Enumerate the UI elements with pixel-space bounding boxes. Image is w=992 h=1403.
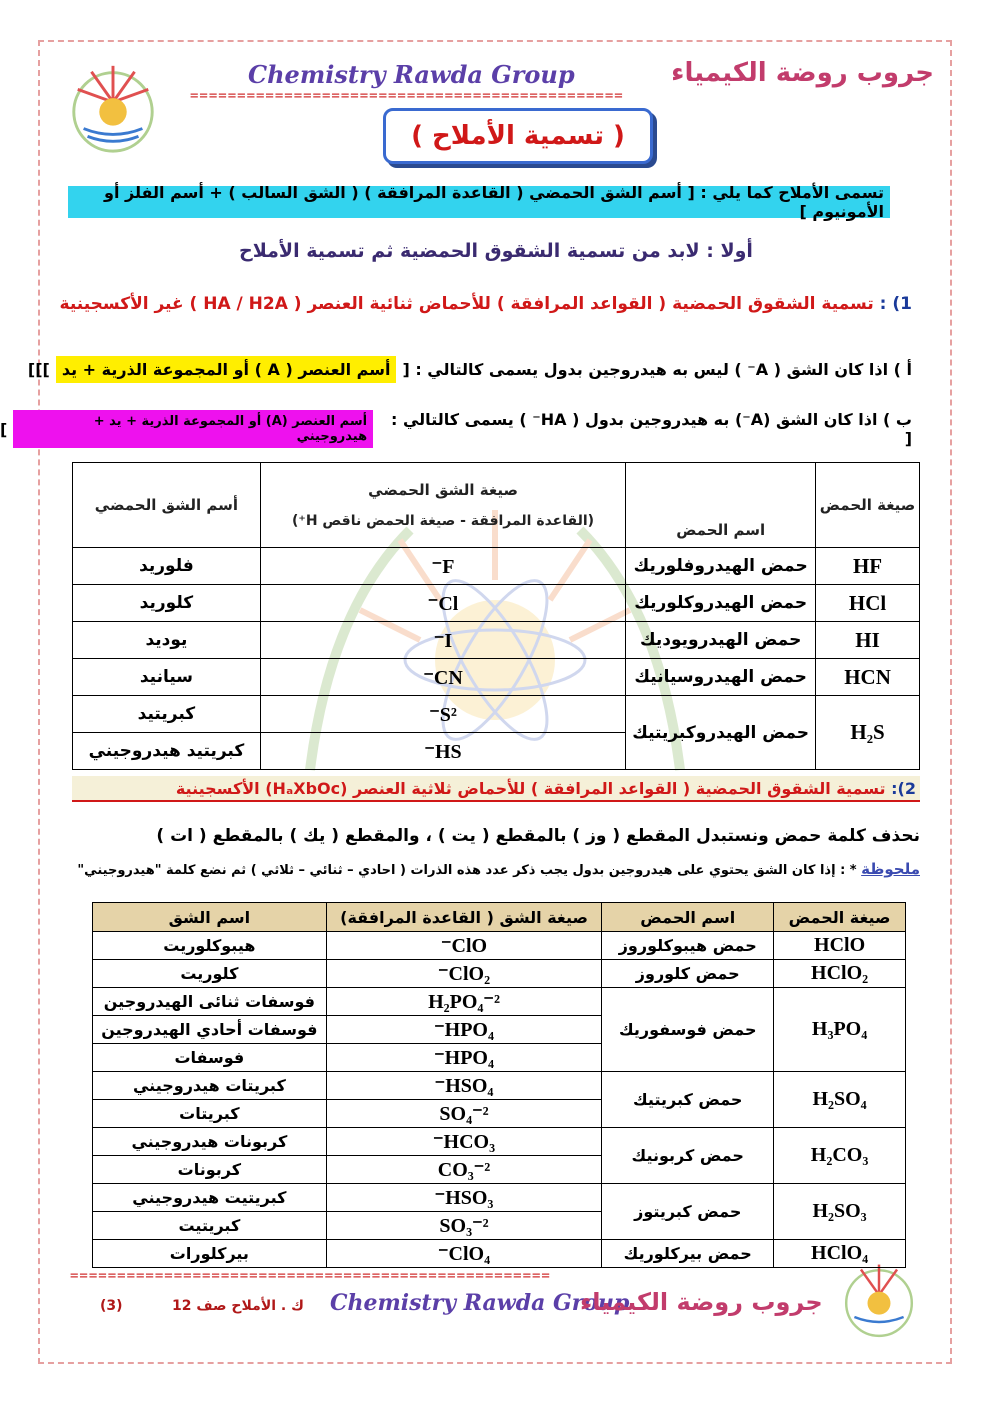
acid-formula: H₂SO₃: [774, 1184, 906, 1240]
acid-name: حمض هيبوكلوروز: [602, 932, 774, 960]
rule-b-text: ب ) اذا كان الشق (A⁻) به هيدروجين بدول ( HA⁻ ) يسمى كالتالي : [: [391, 410, 912, 448]
table-row: [93, 960, 906, 988]
rule-a-highlight: أسم العنصر ( A ) أو المجموعة الذرية + يد: [56, 356, 397, 383]
ion-name: هيبوكلوريت: [93, 932, 327, 960]
col-ion-name: اسم الشق: [93, 903, 327, 932]
acid-formula: HCl: [816, 585, 920, 622]
rule-a-text: أ ) اذا كان الشق ( A⁻ ) ليس به هيدروجين بدول يسمى كالتالي : [: [402, 360, 912, 379]
ion-formula: S²⁻: [260, 696, 625, 733]
oxyacids-table: [92, 902, 906, 1268]
ion-formula: HSO₄⁻: [326, 1072, 602, 1100]
ion-formula: ClO₂⁻: [326, 960, 602, 988]
col-ion-formula: صيغة الشق ( القاعدة المرافقة): [326, 903, 602, 932]
note-label: ملحوظة: [861, 860, 920, 878]
ion-formula: HPO₄⁻: [326, 1016, 602, 1044]
ion-formula: HS⁻: [260, 733, 625, 770]
header-group-latin: Chemistry Rawda Group: [248, 60, 575, 89]
table-row: [93, 1128, 906, 1156]
ion-formula: HCO₃⁻: [326, 1128, 602, 1156]
ion-formula: HSO₃⁻: [326, 1184, 602, 1212]
ion-formula: F⁻: [260, 548, 625, 585]
acid-name: حمض الهيدرويوديك: [626, 622, 816, 659]
ion-name: يوديد: [73, 622, 261, 659]
ion-formula: H₂PO₄⁻²: [326, 988, 602, 1016]
acid-formula: HI: [816, 622, 920, 659]
col-ion-formula-line2: (القاعدة المرافقة - صيغة الحمض ناقص H⁺): [292, 513, 595, 529]
acid-name: حمض كلوروز: [602, 960, 774, 988]
table-header-row: [73, 463, 920, 548]
acid-formula: HClO: [774, 932, 906, 960]
ion-formula: I⁻: [260, 622, 625, 659]
acid-name: حمض بيركلوريك: [602, 1240, 774, 1268]
group-logo: [64, 58, 162, 156]
table-row: [73, 696, 920, 733]
header-group-arabic: جروب روضة الكيمياء: [671, 58, 934, 88]
ion-formula: ClO⁻: [326, 932, 602, 960]
section1-number: 1) :: [879, 294, 912, 314]
rule-b: [0, 410, 912, 448]
acid-name: حمض كبريتيك: [602, 1072, 774, 1128]
acid-formula: HCN: [816, 659, 920, 696]
intro-text: تسمى الأملاح كما يلي : [ أسم الشق الحمضي ( القاعدة المرافقة ) ( الشق السالب ) + أسم الفلز أو الأمونيوم ]: [104, 183, 884, 221]
acid-name: حمض كربونيك: [602, 1128, 774, 1184]
col-ion-formula-line1: صيغة الشق الحمضي: [368, 481, 518, 499]
col-ion-formula: [260, 463, 625, 548]
ion-name: فوسفات أحادي الهيدروجين: [93, 1016, 327, 1044]
ion-name: كبريتات: [93, 1100, 327, 1128]
footer-group-arabic: جروب روضة الكيمياء: [580, 1288, 823, 1316]
section2-number: 2):: [891, 778, 916, 798]
ion-name: كبريتيد: [73, 696, 261, 733]
ion-formula: CO₃⁻²: [326, 1156, 602, 1184]
acid-formula: HClO₄: [774, 1240, 906, 1268]
ion-name: كلوريت: [93, 960, 327, 988]
col-acid-formula: صيغة الحمض: [774, 903, 906, 932]
acid-formula: HClO₂: [774, 960, 906, 988]
ion-name: كربونات: [93, 1156, 327, 1184]
acid-formula: H₂CO₃: [774, 1128, 906, 1184]
rule-c: نحذف كلمة حمض ونستبدل المقطع ( وز ) بالمقطع ( يت ) ، والمقطع ( يك ) بالمقطع ( ات ): [156, 826, 920, 846]
ion-name: فوسفات ثنائى الهيدروجين: [93, 988, 327, 1016]
ion-formula: HPO₄⁻: [326, 1044, 602, 1072]
acid-formula: H₂SO₄: [774, 1072, 906, 1128]
acid-name: حمض فوسفوريك: [602, 988, 774, 1072]
ion-name: كبريتيد هيدروجيني: [73, 733, 261, 770]
acid-formula: H₂S: [816, 696, 920, 770]
ion-name: كربونات هيدروجيني: [93, 1128, 327, 1156]
col-ion-name: أسم الشق الحمضي: [73, 463, 261, 548]
ion-name: فوسفات: [93, 1044, 327, 1072]
acid-name: حمض الهيدروكبريتيك: [626, 696, 816, 770]
table-header-row: [93, 903, 906, 932]
page-number: (3): [100, 1298, 123, 1314]
section2-text: تسمية الشقوق الحمضية ( القواعد المرافقة ) للأحماض ثلاثية العنصر (HₐXbOc) الأكسجينية: [175, 778, 886, 798]
table-row: [73, 585, 920, 622]
ion-name: كبريتيت: [93, 1212, 327, 1240]
acid-formula: HF: [816, 548, 920, 585]
table-row: [73, 622, 920, 659]
page-title: ( تسمية الأملاح ): [411, 121, 625, 151]
table-row: [93, 1240, 906, 1268]
first-step-line: أولا : لابد من تسمية الشقوق الحمضية ثم تسمية الأملاح: [239, 240, 753, 262]
footer-group-latin: Chemistry Rawda Group: [330, 1290, 630, 1316]
table-row: [93, 1072, 906, 1100]
acid-name: حمض الهيدروكلوريك: [626, 585, 816, 622]
note: [77, 860, 920, 878]
col-acid-name: اسم الحمض: [626, 463, 816, 548]
table-row: [73, 548, 920, 585]
ion-name: كبريتيت هيدروجيني: [93, 1184, 327, 1212]
col-acid-name: اسم الحمض: [602, 903, 774, 932]
rule-b-highlight: أسم العنصر (A) أو المجموعة الذرية + يد + هيدروجيني: [13, 410, 373, 448]
ion-name: كبريتات هيدروجيني: [93, 1072, 327, 1100]
title-box: [383, 108, 653, 164]
ion-name: بيركلورات: [93, 1240, 327, 1268]
footer-divider: ===================================================: [70, 1268, 551, 1284]
section1-text: تسمية الشقوق الحمضية ( القواعد المرافقة ) للأحماض ثنائية العنصر ( HA / H2A ) غير الأكسجينية: [59, 294, 874, 314]
acid-formula: H₃PO₄: [774, 988, 906, 1072]
acid-name: حمض كبريتوز: [602, 1184, 774, 1240]
rule-b-end: ]: [0, 419, 8, 439]
ion-formula: ClO₄⁻: [326, 1240, 602, 1268]
intro-line: [68, 183, 890, 221]
section1-heading: [60, 294, 912, 314]
table-row: [93, 988, 906, 1016]
ion-name: فلوريد: [73, 548, 261, 585]
note-text: * : إذا كان الشق يحتوي على هيدروجين بدول يجب ذكر عدد هذه الذرات ( احادي – ثنائي – ثلاثي ) ثم نضع كلمة "هيدروجيني": [77, 863, 857, 878]
acid-name: حمض الهيدروسيانيك: [626, 659, 816, 696]
rule-a-end: ]]]: [27, 360, 50, 379]
ion-formula: SO₄⁻²: [326, 1100, 602, 1128]
ion-name: كلوريد: [73, 585, 261, 622]
rule-a: [28, 356, 912, 383]
ion-name: سيانيد: [73, 659, 261, 696]
table-row: [73, 659, 920, 696]
acid-name: حمض الهيدروفلوريك: [626, 548, 816, 585]
ion-formula: CN⁻: [260, 659, 625, 696]
ion-formula: SO₃⁻²: [326, 1212, 602, 1240]
footer-course: ك . الأملاح صف 12: [172, 1298, 304, 1314]
table-row: [93, 932, 906, 960]
group-logo-footer: [838, 1258, 920, 1340]
binary-acids-table: [72, 462, 920, 770]
table-row: [93, 1184, 906, 1212]
header-divider: ==============================================: [190, 88, 624, 104]
section2-heading: [72, 776, 920, 802]
col-acid-formula: صيغة الحمض: [816, 463, 920, 548]
ion-formula: Cl⁻: [260, 585, 625, 622]
